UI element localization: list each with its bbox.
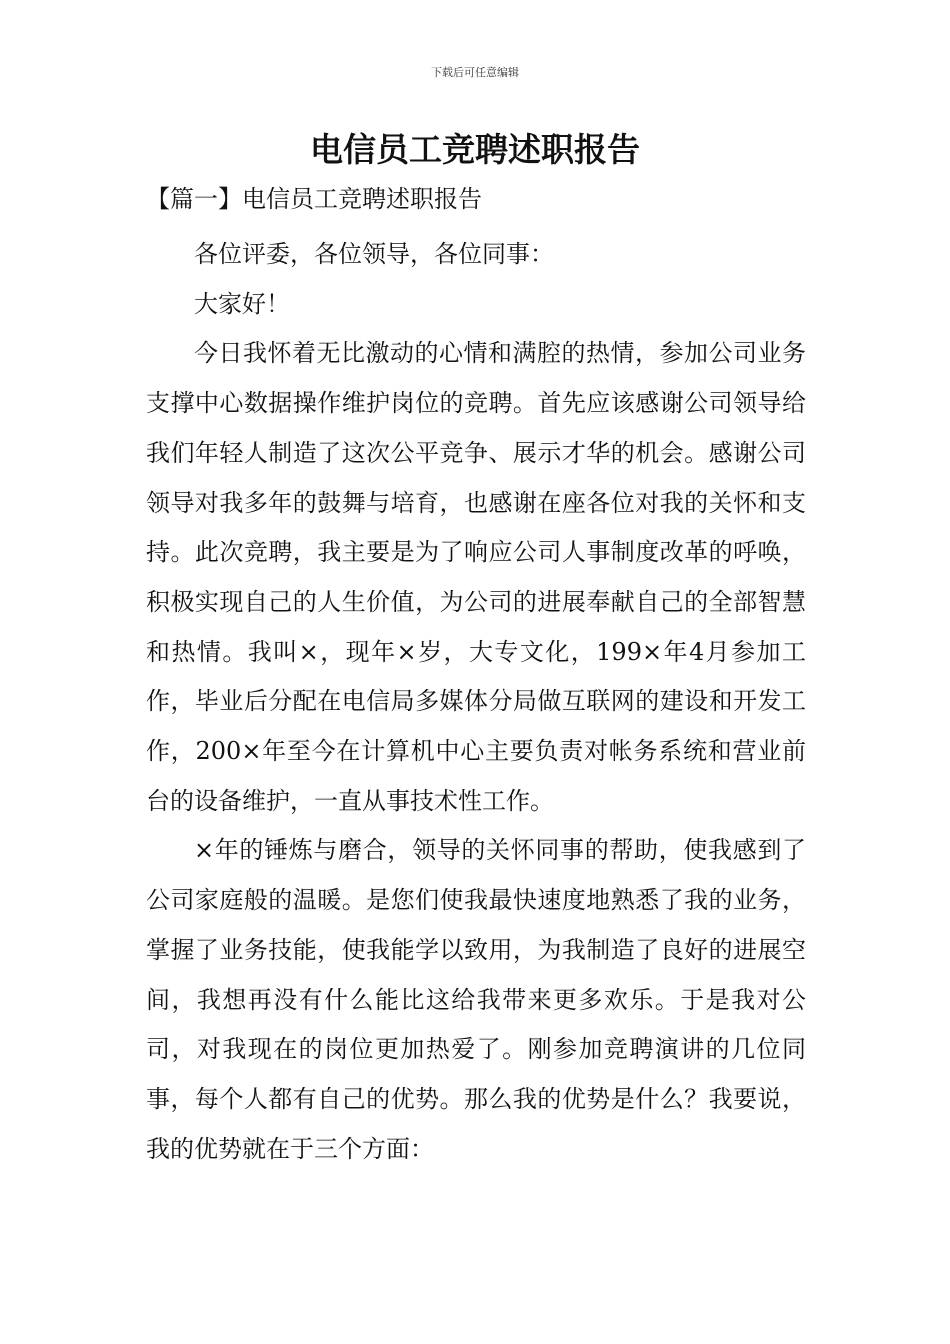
section-heading: 【篇一】电信员工竞聘述职报告 [146,185,482,213]
greeting-paragraph: 大家好！ [194,289,290,318]
salutation-paragraph: 各位评委，各位领导，各位同事： [194,240,554,268]
document-title: 电信员工竞聘述职报告 [310,130,640,169]
header-note: 下载后可任意编辑 [431,66,519,79]
introduction-paragraph: 今日我怀着无比激动的心情和满腔的热情，参加公司业务支撑中心数据操作维护岗位的竞聘。首先应该感谢公司领导给我们年轻人制造了这次公平竞争、展示才华的机会。感谢公司领导对我多年的鼓舞与培育，也感谢在座各位对我的关怀和支持。此次竞聘，我主要是为了响应公司人事制度改革的呼唤，积极实现自己的人生价值，为公司的进展奉献自己的全部智慧和热情。我叫×，现年×岁，大专文化，199×年4月参加工作，毕业后分配在电信局多媒体分局做互联网的建设和开发工作，200×年至今在计算机中心主要负责对帐务系统和营业前台的设备维护，一直从事技术性工作。 [146,339,806,815]
document-body [146,230,806,1174]
experience-paragraph: ×年的锤炼与磨合，领导的关怀同事的帮助，使我感到了公司家庭般的温暖。是您们使我最快速度地熟悉了我的业务，掌握了业务技能，使我能学以致用，为我制造了良好的进展空间，我想再没有什么能比这给我带来更多欢乐。于是我对公司，对我现在的岗位更加热爱了。刚参加竞聘演讲的几位同事，每个人都有自己的优势。那么我的优势是什么？我要说，我的优势就在于三个方面： [146,836,806,1163]
